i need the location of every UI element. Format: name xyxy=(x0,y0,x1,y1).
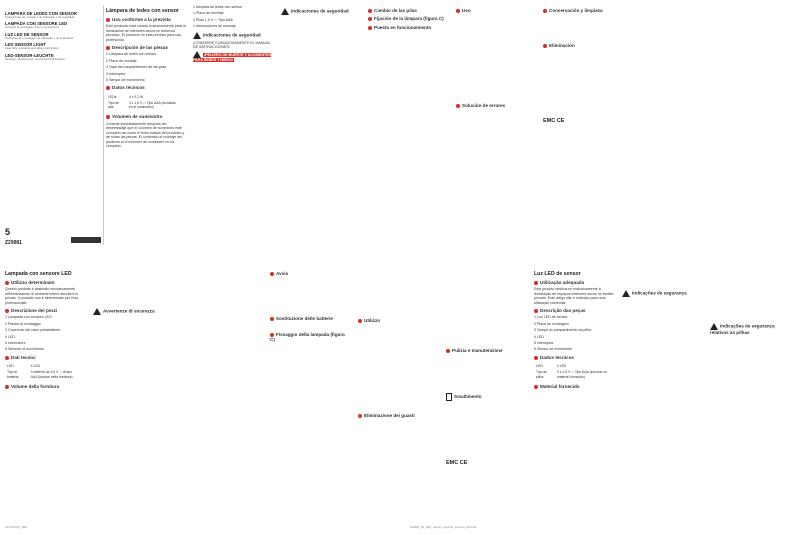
bullet-icon xyxy=(5,356,9,360)
bullet-icon xyxy=(270,333,274,337)
pt-col-2 xyxy=(622,268,702,299)
es-col-6 xyxy=(543,5,623,123)
bullet-icon xyxy=(456,9,460,13)
es-datos-table xyxy=(106,93,186,112)
it-title: Lampada con sensore LED xyxy=(5,271,72,277)
it-part: 2 Piastra di montaggio xyxy=(5,321,41,326)
bullet-icon xyxy=(5,281,9,285)
bullet-icon xyxy=(368,9,372,13)
cover-lang-title: LED SENSOR LIGHT xyxy=(5,42,46,48)
es-col-4 xyxy=(368,5,448,32)
cover-language-entry-de xyxy=(5,53,99,61)
bullet-icon xyxy=(5,385,9,389)
es-title: Lámpara de ledes con sensor xyxy=(106,8,179,14)
es-col-2 xyxy=(193,5,273,65)
cover-page xyxy=(1,5,104,245)
pt-part: 1 Luz LED de sensor xyxy=(534,315,568,320)
es-part-3: 3 Tapa del compartimento de las pilas xyxy=(106,65,167,70)
it-part: 1 Lampada con sensore LED xyxy=(5,315,52,320)
es-elim-heading: Eliminación xyxy=(543,43,623,48)
it-avvio-heading: Avvio xyxy=(270,271,350,276)
pt-mat-heading: Material fornecido xyxy=(534,384,614,389)
es-fijacion-heading: Fijación de la lámpara (figura C) xyxy=(368,16,448,21)
warning-icon xyxy=(281,8,289,15)
emc-ce-mark: EMC CE xyxy=(446,460,468,467)
bullet-icon xyxy=(534,385,538,389)
it-part: 4 LED xyxy=(5,334,15,339)
it-fiss-heading: Fissaggio della lampada (figura C) xyxy=(270,331,345,343)
bullet-icon xyxy=(446,349,450,353)
footer-right: Z29981_Bs_LED_Sensor_Leuchte_Content_OS.indd xyxy=(410,525,477,529)
table-row: Tipo de pila: 3 x 1,5 V ⎓ Tipo AAA (incluidas en el suministro) xyxy=(108,101,176,110)
it-uso-text: Questo prodotto è destinato esclusivamente all'illuminazione di ambienti interni asciutti e in privato. Il prodotto non è determinato per l'uso professionale. xyxy=(5,287,79,305)
emc-ce-mark: EMC CE xyxy=(543,117,565,124)
italian-portuguese-section xyxy=(5,268,795,520)
es-vol-item: 1 lámpara de ledes con sensor xyxy=(193,5,243,9)
cover-language-entry-pt xyxy=(5,32,99,40)
warning-icon xyxy=(710,323,718,330)
bullet-icon xyxy=(368,17,372,21)
it-smalt-heading: Smaltimento xyxy=(446,393,526,401)
cover-lang-title: LUZ LED DE SENSOR xyxy=(5,31,49,37)
es-uso-heading: Uso conforme a la prevista xyxy=(106,17,186,22)
es-peligro: ¡PELIGRO DE MUERTE Y ACCIDENTES PARA BEBÉS Y NIÑOS! xyxy=(193,52,272,63)
es-ind-heading-2: Indicaciones de seguridad xyxy=(281,8,361,15)
warning-icon xyxy=(93,308,101,315)
cover-lang-sub: Instruções de montagem, de utilização e de segurança xyxy=(5,35,73,40)
it-col-4 xyxy=(270,268,350,345)
it-col-6 xyxy=(446,268,526,466)
it-dati-table xyxy=(5,362,85,381)
pt-util-text: Este produto destina-se exclusivamente à iluminação de espaços interiores secos no âmbito privado. Este artigo não é indicado para uma utilização comercial. xyxy=(534,287,614,305)
es-solucion-heading: Solución de errores xyxy=(456,103,536,108)
it-desc-heading: Descrizione dei pezzi xyxy=(5,308,85,313)
pt-part: 4 LED xyxy=(534,334,544,339)
bullet-icon xyxy=(368,26,372,30)
pt-col-1 xyxy=(534,268,614,391)
es-vol-item: 1 Placa de montaje xyxy=(193,11,224,16)
bullet-icon xyxy=(106,86,110,90)
es-uso2-heading: Uso xyxy=(456,8,536,13)
bullet-icon xyxy=(456,104,460,108)
cover-language-entry-es xyxy=(5,11,99,19)
cover-lang-title: LAMPADA CON SENSORE LED xyxy=(5,21,68,27)
footer-left: IAN 314316_1807 xyxy=(5,525,28,529)
es-col-3 xyxy=(281,5,361,17)
pt-title: Luz LED de sensor xyxy=(534,271,581,277)
it-vol-heading: Volume della fornitura xyxy=(5,384,85,389)
it-avv-heading: Avvertenze di sicurezza xyxy=(93,308,173,315)
it-sost-heading: Sostituzione delle batterie xyxy=(270,316,350,321)
es-part-1: 1 Lámpara de ledes con sensor xyxy=(106,52,157,57)
cover-language-entry-en xyxy=(5,42,99,50)
es-cons-heading: Conservación y limpieza xyxy=(543,8,623,13)
es-vol-text: Controle inmediatamente después del desembalaje que el volumen de suministro esté completo así como el buen estado del producto y de todas las piezas. El contenido el montaje del producto si el volumen de suministro no es completo. xyxy=(106,121,185,148)
cover-lang-title: LAMPARA DE LEDES CON SENSOR xyxy=(5,11,77,16)
es-vol-heading: Volumen de suministro xyxy=(106,114,186,119)
bullet-icon xyxy=(534,309,538,313)
bullet-icon xyxy=(270,317,274,321)
es-datos-heading: Datos técnicos xyxy=(106,85,186,90)
es-cambio-heading: Cambio de las pilas xyxy=(368,8,448,13)
bullet-icon xyxy=(5,309,9,313)
es-part-5: 5 Sensor de movimiento xyxy=(106,78,145,83)
es-ind-heading: Indicaciones de seguridad xyxy=(193,32,273,39)
es-part-2: 2 Placa de montaje xyxy=(106,58,137,63)
pt-ind-rel-heading: Indicações de segurança relativas às pilhas xyxy=(710,323,775,335)
cover-number: 5 xyxy=(5,227,11,237)
pt-part: 3 Tampa do compartimento da pilha xyxy=(534,328,592,333)
bullet-icon xyxy=(543,44,547,48)
es-desc-heading: Descripción de las piezas xyxy=(106,45,186,50)
pt-col-3 xyxy=(710,268,790,337)
bullet-icon xyxy=(270,272,274,276)
cover-lang-sub: Montage-, Bedienungs- und Sicherheitshinweise xyxy=(5,56,66,61)
it-elim-heading: Eliminazione dei guasti xyxy=(358,413,438,418)
pt-part: 6 Sensor de movimento xyxy=(534,347,572,352)
it-dati-heading: Dati tecnici xyxy=(5,355,85,360)
pt-dados-heading: Dados técnicos xyxy=(534,355,614,360)
bullet-icon xyxy=(106,18,110,22)
bullet-icon xyxy=(358,414,362,418)
pt-part: 5 Interruptor xyxy=(534,341,554,346)
warning-icon xyxy=(622,290,630,297)
cover-lang-sub: Instrucciones de montaje y de utilización y de seguridad xyxy=(5,15,75,19)
recycle-bin-icon xyxy=(446,393,452,401)
pt-dados-table xyxy=(534,362,614,381)
it-col-2 xyxy=(93,268,173,317)
cover-lang-sub: Istruzioni di montaggio, d'uso e di sicurezza xyxy=(5,25,60,30)
pt-part: 2 Placa de montagem xyxy=(534,321,569,326)
it-uso-heading: Utilizzo determinato xyxy=(5,280,85,285)
es-vol-item: 2 Pilas 1,5 V ⎓ Tipo AAA xyxy=(193,17,233,22)
bullet-icon xyxy=(106,115,110,119)
cover-language-entry-it xyxy=(5,21,99,29)
table-row: Tipo di batteria: 3 batterie da 1,5 V ⎓ di tipo AAA (incluse nella fornitura) xyxy=(7,370,73,379)
it-part: 5 Interruttore xyxy=(5,341,26,346)
table-row: LED: 4 LED xyxy=(536,364,567,369)
pt-ind-heading: Indicações de segurança xyxy=(622,290,702,297)
pt-desc-heading: Descrição das peças xyxy=(534,308,614,313)
bullet-icon xyxy=(358,319,362,323)
table-row: LED: 4 LED xyxy=(7,364,41,369)
it-utilizzo-heading: Utilizzo xyxy=(358,318,438,323)
spanish-section xyxy=(106,5,796,245)
it-part: 6 Sensore di movimento xyxy=(5,347,44,352)
table-row: Tipo de pilha: 3 x 1,5 V ⎓ Tipo AAA (incluído no material fornecido) xyxy=(536,370,608,379)
it-col-1 xyxy=(5,268,85,391)
bullet-icon xyxy=(534,281,538,285)
es-part-4: 4 Interruptor xyxy=(106,71,126,76)
cover-lang-sub: Assembly, operating and safety instructions xyxy=(5,46,59,51)
table-row: LEDs: 4 x 0,2 W xyxy=(108,94,144,99)
pt-util-heading: Utilização adequada xyxy=(534,280,614,285)
it-col-5 xyxy=(358,268,438,421)
es-uso-text: Este producto está creado exclusivamente para la iluminación de interiores secos en entornos privados. El producto no está previsto para uso profesional. xyxy=(106,24,186,42)
es-col-5 xyxy=(456,5,536,111)
bullet-icon xyxy=(106,46,110,50)
cover-model: Z29981 xyxy=(5,240,22,246)
es-col-1 xyxy=(106,5,186,150)
es-vol-item: 1 Instrucciones de montaje xyxy=(193,24,236,29)
cover-lang-title: LED-SENSOR-LEUCHTE xyxy=(5,52,54,58)
es-puesta-heading: Puesta en funcionamiento xyxy=(368,25,448,30)
bullet-icon xyxy=(543,9,547,13)
it-pulizia-heading: Pulizia e manutenzione xyxy=(446,348,526,353)
warning-icon xyxy=(193,32,201,39)
bullet-icon xyxy=(534,356,538,360)
it-part: 3 Coperchio del vano portabatterie xyxy=(5,328,61,333)
es-ind-sub: ¡CONSERVE CUIDADOSAMENTE EL MANUAL DE INSTRUCCIONES! xyxy=(193,40,271,50)
brand-logo xyxy=(71,237,101,243)
